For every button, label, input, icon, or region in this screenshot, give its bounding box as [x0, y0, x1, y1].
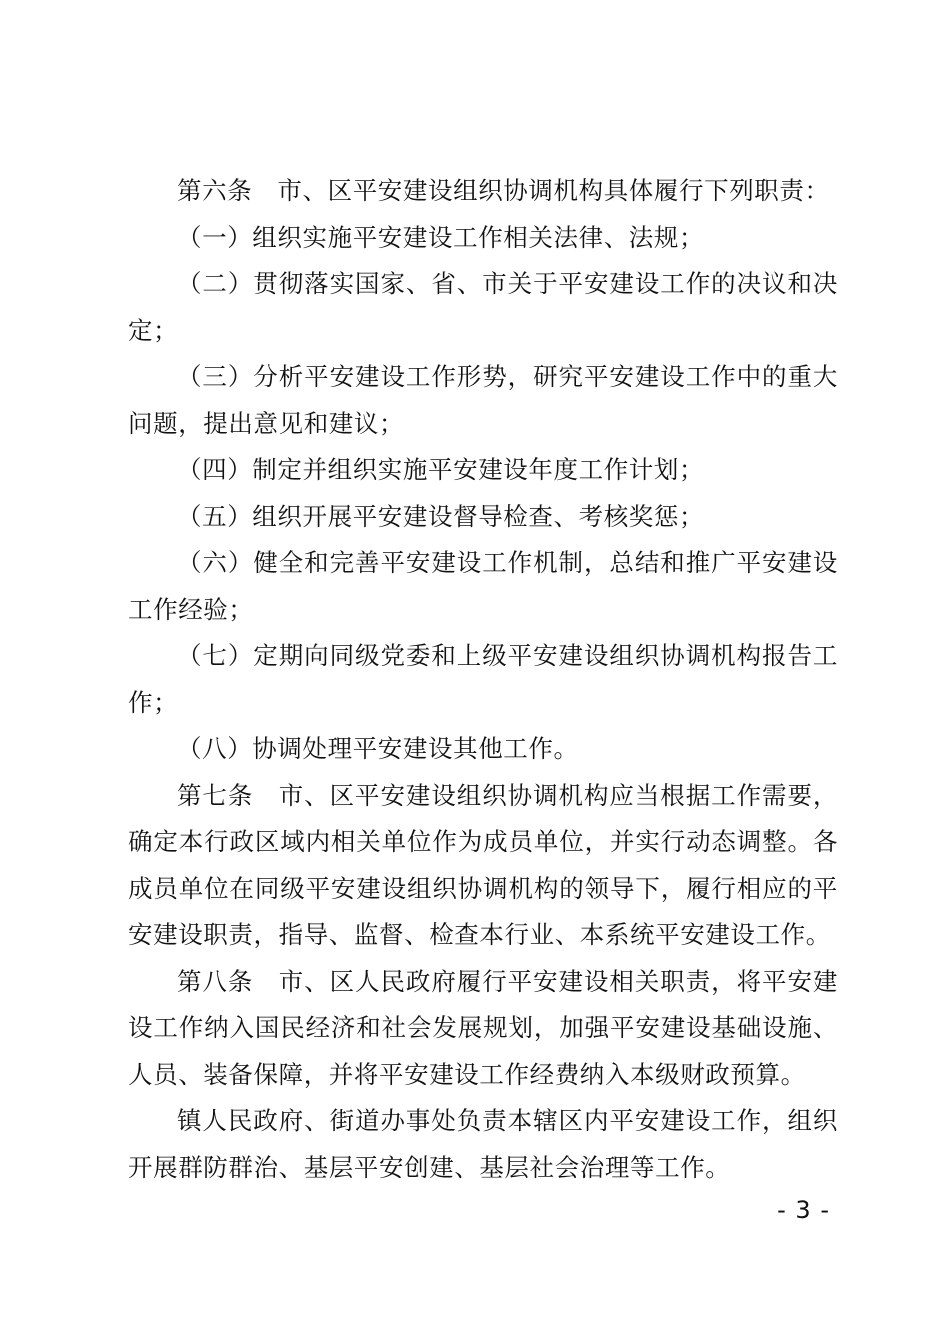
article-6-item-1: （一）组织实施平安建设工作相关法律、法规；	[177, 222, 705, 252]
article-7: 第七条 市、区平安建设组织协调机构应当根据工作需要，确定本行政区域内相关单位作为成员单位，并实行动态调整。各成员单位在同级平安建设组织协调机构的领导下，履行相应的平安建设职责，指导、监督、检查本行业、本系统平安建设工作。	[128, 780, 838, 949]
article-6-item-7: （七）定期向同级党委和上级平安建设组织协调机构报告工作；	[128, 641, 838, 717]
article-6-item-8: （八）协调处理平安建设其他工作。	[177, 734, 579, 763]
article-6-item-4: （四）制定并组织实施平安建设年度工作计划；	[177, 455, 705, 484]
page-number: - 3 -	[777, 1196, 830, 1224]
article-6-item-2: （二）贯彻落实国家、省、市关于平安建设工作的决议和决定；	[128, 269, 838, 345]
article-8: 第八条 市、区人民政府履行平安建设相关职责，将平安建设工作纳入国民经济和社会发展规划，加强平安建设基础设施、人员、装备保障，并将平安建设工作经费纳入本级财政预算。	[128, 966, 838, 1089]
article-6-heading: 第六条 市、区平安建设组织协调机构具体履行下列职责：	[177, 176, 830, 205]
article-6-item-5: （五）组织开展平安建设督导检查、考核奖惩；	[177, 501, 705, 531]
article-6-item-6: （六）健全和完善平安建设工作机制，总结和推广平安建设工作经验；	[128, 548, 838, 624]
document-body	[128, 168, 838, 1191]
article-6-item-3: （三）分析平安建设工作形势，研究平安建设工作中的重大问题，提出意见和建议；	[128, 362, 838, 438]
article-8-paragraph-2: 镇人民政府、街道办事处负责本辖区内平安建设工作，组织开展群防群治、基层平安创建、基层社会治理等工作。	[128, 1106, 838, 1182]
